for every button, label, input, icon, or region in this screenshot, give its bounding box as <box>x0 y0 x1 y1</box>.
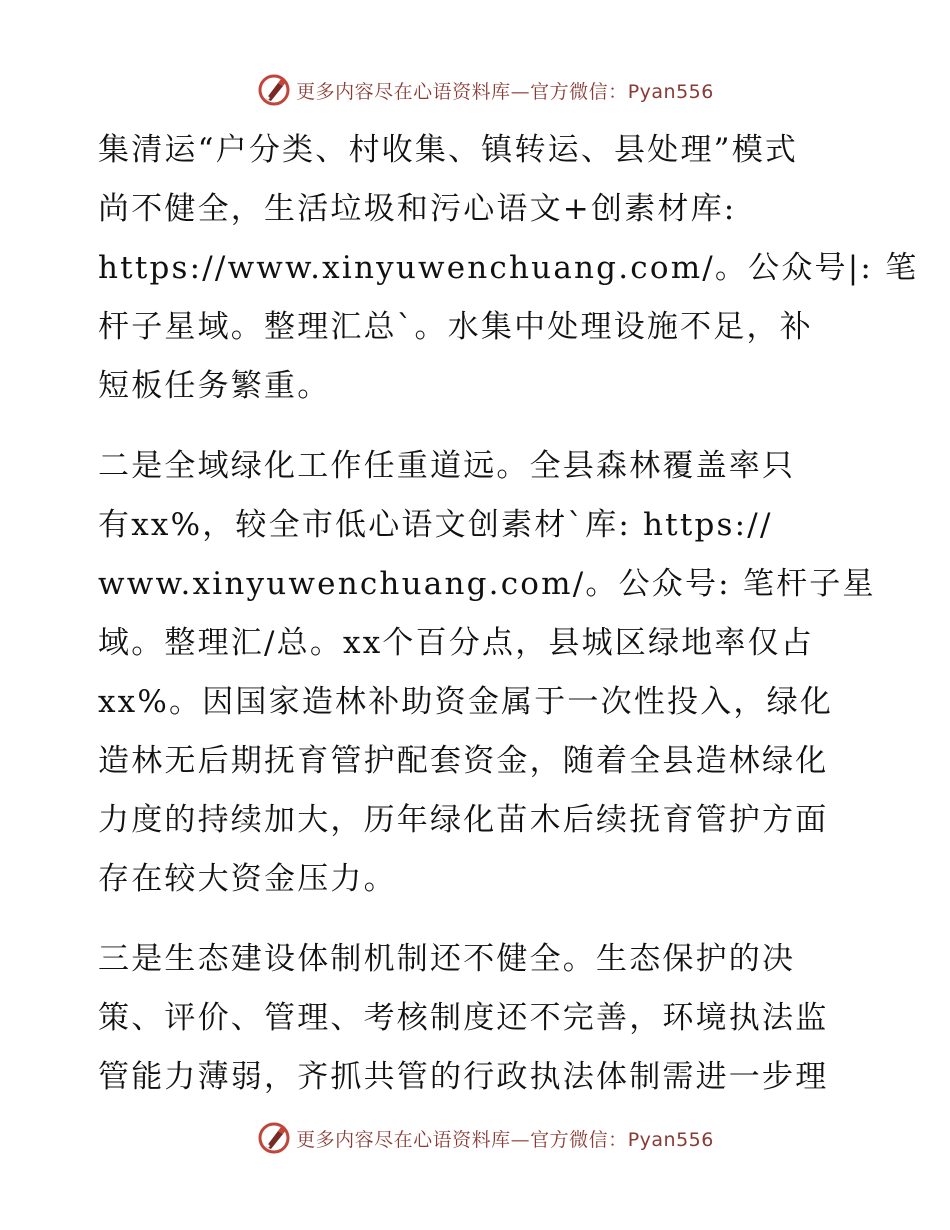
text-line: www.xinyuwenchuang.com/。公众号: 笔杆子星 <box>98 566 876 602</box>
paragraph-2 <box>98 437 876 909</box>
text-line: 尚不健全，生活垃圾和污心语文+创素材库: <box>98 191 737 227</box>
paragraph-gap <box>98 416 858 437</box>
text-line: 管能力薄弱，齐抓共管的行政执法体制需进一步理 <box>98 1059 829 1095</box>
pen-nib-circle-icon <box>256 72 292 108</box>
text-line: 三是生态建设体制机制还不健全。生态保护的决 <box>98 941 796 977</box>
text-line: 域。整理汇/总。xx个百分点，县城区绿地率仅占 <box>98 625 815 661</box>
text-line: 策、评价、管理、考核制度还不完善，环境执法监 <box>98 1000 829 1036</box>
paragraph-1 <box>98 121 919 416</box>
document-body <box>98 121 919 1107</box>
text-line: https://www.xinyuwenchuang.com/。公众号|: 笔 <box>98 250 919 286</box>
text-line: 集清运“户分类、村收集、镇转运、县处理”模式 <box>98 132 799 168</box>
header-wechat-label: 官方微信： <box>530 80 628 103</box>
text-line: 有xx%，较全市低心语文创素材`库: https:// <box>98 507 773 543</box>
header-wechat-id: Pyan556 <box>627 80 714 103</box>
text-line: 存在较大资金压力。 <box>98 861 397 897</box>
header-banner-text <box>296 77 714 104</box>
text-line: xx%。因国家造林补助资金属于一次性投入，绿化 <box>98 684 834 720</box>
text-line: 杆子星域。整理汇总`。水集中处理设施不足，补 <box>98 309 813 345</box>
text-line: 造林无后期抚育管护配套资金，随着全县造林绿化 <box>98 743 829 779</box>
text-line: 二是全域绿化工作任重道远。全县森林覆盖率只 <box>98 448 796 484</box>
header-brand: 更多内容尽在心语资料库 <box>296 80 511 103</box>
text-line: 短板任务繁重。 <box>98 368 331 404</box>
text-line: 力度的持续加大，历年绿化苗木后续抚育管护方面 <box>98 802 829 838</box>
footer-wechat-label: 官方微信： <box>530 1128 628 1151</box>
header-banner <box>0 70 950 110</box>
header-separator: — <box>510 80 531 103</box>
footer-separator: — <box>510 1128 531 1151</box>
footer-banner-inner <box>256 1120 714 1156</box>
footer-banner-text <box>296 1125 714 1152</box>
footer-wechat-id: Pyan556 <box>627 1128 714 1151</box>
footer-banner <box>0 1118 950 1158</box>
pen-nib-circle-icon <box>256 1120 292 1156</box>
paragraph-3 <box>98 930 858 1107</box>
header-banner-inner <box>256 72 714 108</box>
footer-brand: 更多内容尽在心语资料库 <box>296 1128 511 1151</box>
paragraph-gap <box>98 909 858 930</box>
